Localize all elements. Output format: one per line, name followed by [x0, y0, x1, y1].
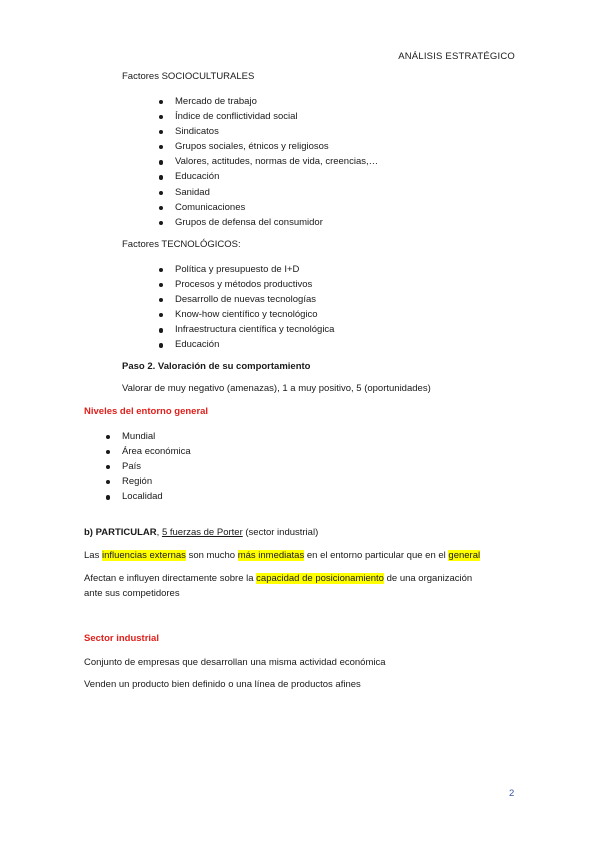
bullet-icon — [159, 130, 163, 134]
list-item-text: Procesos y métodos productivos — [175, 279, 313, 291]
list-item — [122, 489, 191, 504]
afectan-text-1: Afectan e influyen directamente sobre la — [84, 573, 257, 584]
list-item-text: Educación — [175, 339, 220, 351]
socioculturales-heading: Factores SOCIOCULTURALES — [122, 71, 255, 82]
influencias-highlight-3: general — [448, 550, 481, 561]
tecnologicos-heading: Factores TECNOLÓGICOS: — [122, 239, 241, 250]
niveles-list — [122, 429, 191, 504]
list-item — [122, 444, 191, 459]
list-item — [175, 94, 378, 109]
list-item-text: Educación — [175, 171, 220, 183]
sector-line-1: Conjunto de empresas que desarrollan una misma actividad económica — [84, 657, 386, 668]
bullet-icon — [159, 175, 163, 179]
bullet-icon — [106, 450, 110, 454]
paso2-heading: Paso 2. Valoración de su comportamiento — [122, 361, 311, 372]
list-item — [175, 124, 378, 139]
bullet-icon — [159, 268, 163, 272]
afectan-highlight: capacidad de posicionamiento — [256, 573, 384, 584]
list-item-text: Área económica — [122, 446, 191, 458]
bullet-icon — [106, 480, 110, 484]
porter-link[interactable]: 5 fuerzas de Porter — [161, 527, 243, 538]
bullet-icon — [159, 191, 163, 195]
influencias-text-1: Las — [84, 550, 102, 561]
influencias-highlight-2: más inmediatas — [237, 550, 305, 561]
particular-prefix: b) PARTICULAR — [84, 527, 157, 538]
list-item-text: Localidad — [122, 491, 163, 503]
list-item-text: Mundial — [122, 431, 156, 442]
list-item-text: Mercado de trabajo — [175, 96, 257, 107]
list-item — [175, 185, 378, 200]
influencias-text-2: son mucho — [185, 550, 238, 561]
list-item — [175, 262, 334, 277]
list-item — [175, 307, 334, 322]
paso2-text: Valorar de muy negativo (amenazas), 1 a muy positivo, 5 (oportunidades) — [122, 383, 431, 394]
list-item-text: Infraestructura científica y tecnológica — [175, 324, 335, 336]
bullet-icon — [159, 298, 163, 302]
list-item-text: Política y presupuesto de I+D — [175, 264, 300, 275]
bullet-icon — [159, 313, 163, 317]
list-item — [122, 474, 191, 489]
list-item-text: Grupos sociales, étnicos y religiosos — [175, 141, 329, 153]
afectan-line-2: ante sus competidores — [84, 588, 180, 599]
bullet-icon — [159, 343, 163, 347]
particular-line — [84, 527, 318, 538]
list-item — [175, 200, 378, 215]
list-item — [122, 429, 191, 444]
bullet-icon — [159, 283, 163, 287]
list-item — [175, 169, 378, 184]
bullet-icon — [159, 160, 163, 164]
list-item-text: Comunicaciones — [175, 201, 246, 213]
list-item — [175, 139, 378, 154]
bullet-icon — [159, 145, 163, 149]
list-item-text: País — [122, 461, 142, 473]
list-item-text: Desarrollo de nuevas tecnologías — [175, 294, 317, 306]
influencias-line — [84, 550, 480, 561]
bullet-icon — [159, 328, 163, 332]
bullet-icon — [159, 100, 163, 104]
sector-line-2: Venden un producto bien definido o una línea de productos afines — [84, 679, 361, 690]
list-item — [175, 154, 378, 169]
list-item-text: Grupos de defensa del consumidor — [175, 216, 323, 228]
particular-suffix: (sector industrial) — [242, 527, 319, 538]
tecnologicos-list — [175, 262, 334, 353]
bullet-icon — [159, 115, 163, 119]
particular-comma: , — [156, 527, 162, 538]
niveles-heading: Niveles del entorno general — [84, 406, 209, 417]
bullet-icon — [106, 435, 110, 439]
list-item — [175, 337, 334, 352]
bullet-icon — [106, 465, 110, 469]
list-item-text: Sindicatos — [175, 126, 219, 138]
socioculturales-list — [175, 94, 378, 230]
list-item — [122, 459, 191, 474]
list-item-text: Índice de conflictividad social — [175, 111, 298, 123]
bullet-icon — [159, 206, 163, 210]
list-item — [175, 215, 378, 230]
list-item — [175, 292, 334, 307]
afectan-line-1 — [84, 573, 472, 584]
bullet-icon — [106, 495, 110, 499]
influencias-text-3: en el entorno particular que en el — [304, 550, 449, 561]
list-item — [175, 109, 378, 124]
list-item-text: Región — [122, 476, 153, 488]
influencias-highlight-1: influencias externas — [101, 550, 186, 561]
page-number: 2 — [509, 788, 515, 799]
list-item — [175, 322, 334, 337]
page-header-title: ANÁLISIS ESTRATÉGICO — [398, 51, 515, 62]
list-item-text: Know-how científico y tecnológico — [175, 309, 318, 321]
list-item-text: Sanidad — [175, 186, 210, 198]
list-item-text: Valores, actitudes, normas de vida, creencias,… — [175, 156, 379, 168]
sector-heading: Sector industrial — [84, 633, 159, 644]
list-item — [175, 277, 334, 292]
afectan-text-2: de una organización — [383, 573, 473, 584]
bullet-icon — [159, 221, 163, 225]
